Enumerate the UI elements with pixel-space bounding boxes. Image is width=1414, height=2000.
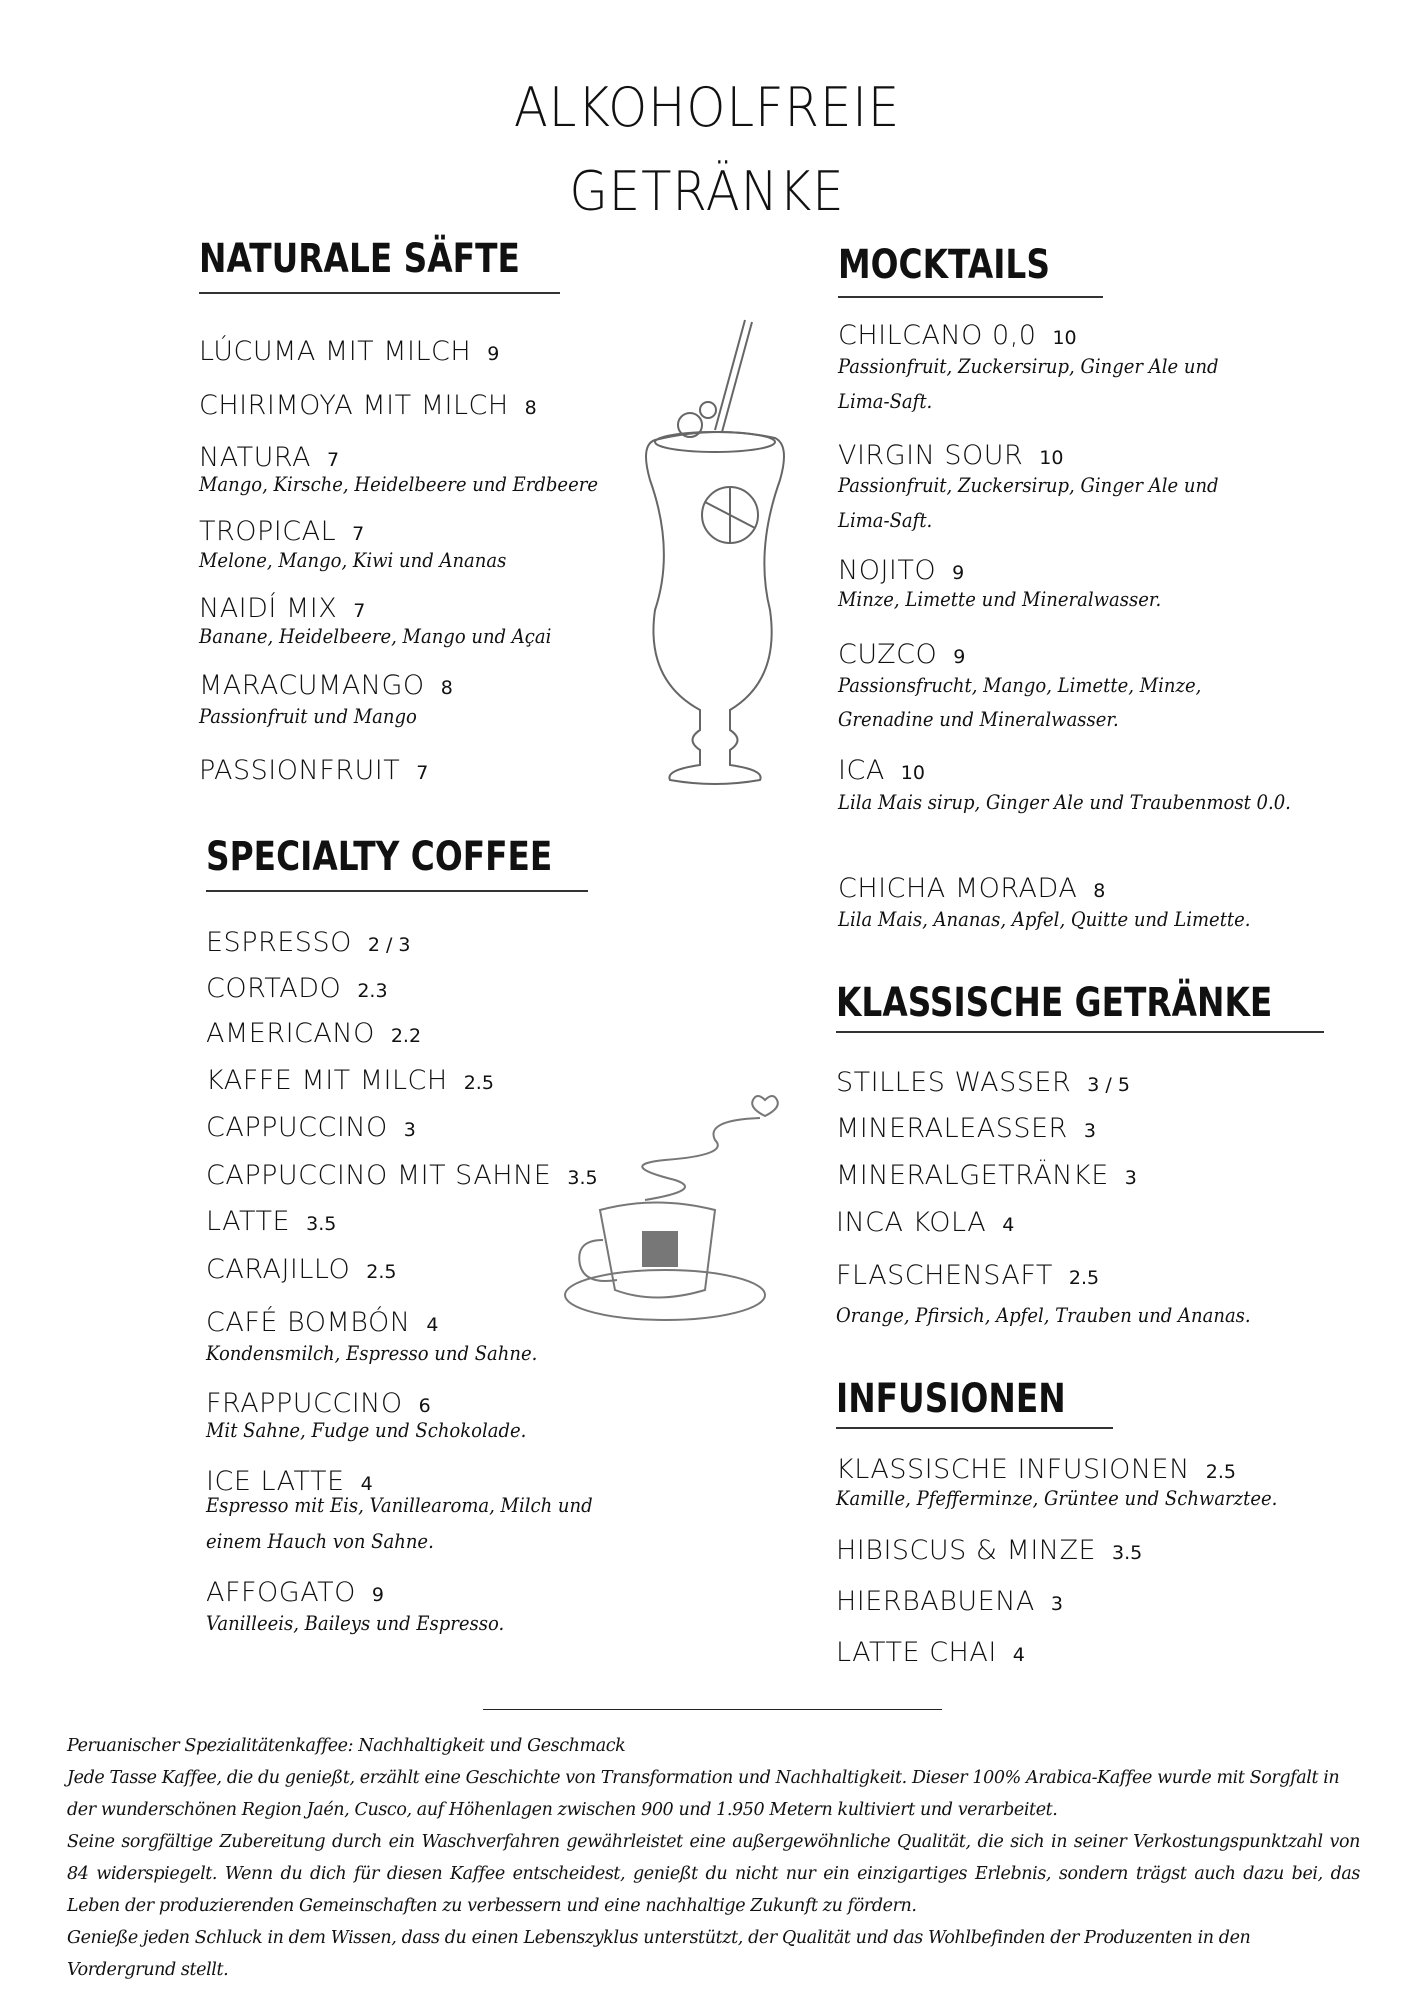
item-description: Vanilleeis, Baileys und Espresso. xyxy=(206,1611,505,1635)
section-title-coffee: SPECIALTY COFFEE xyxy=(206,834,553,880)
item-price: 4 xyxy=(1002,1214,1015,1236)
menu-item xyxy=(838,440,1063,471)
cocktail-glass-illustration xyxy=(630,310,800,790)
menu-title-line2: GETRÄNKE xyxy=(569,160,845,223)
item-name: CUZCO xyxy=(838,639,938,670)
item-price: 9 xyxy=(953,646,966,668)
footer-divider xyxy=(483,1709,942,1710)
item-price: 3 xyxy=(403,1119,416,1141)
menu-item xyxy=(836,1207,1014,1238)
item-price: 3 xyxy=(1083,1120,1096,1142)
item-price: 4 xyxy=(426,1314,439,1336)
footer-paragraph-3: Genieße jeden Schluck in dem Wissen, dass du einen Lebenszyklus unterstützt, der Qualität und das Wohlbefinden der Produzenten in den Vordergrund stellt. xyxy=(67,1928,1251,1980)
item-name: INCA KOLA xyxy=(836,1207,987,1238)
item-name: LATTE xyxy=(206,1206,291,1237)
item-price: 8 xyxy=(1093,880,1106,902)
item-name: TROPICAL xyxy=(199,516,337,547)
section-underline xyxy=(199,292,560,294)
item-price: 4 xyxy=(1012,1644,1025,1666)
item-description: Passionfruit, Zuckersirup, Ginger Ale und xyxy=(838,354,1219,378)
menu-item xyxy=(206,973,388,1004)
section-title-infusionen: INFUSIONEN xyxy=(836,1376,1066,1422)
item-description: Mango, Kirsche, Heidelbeere und Erdbeere xyxy=(199,472,599,496)
menu-item xyxy=(199,390,537,421)
item-price: 9 xyxy=(487,343,500,365)
menu-item xyxy=(199,593,365,624)
item-name: VIRGIN SOUR xyxy=(838,440,1024,471)
item-price: 2.5 xyxy=(1068,1267,1100,1289)
menu-item xyxy=(206,1018,421,1049)
item-description: Lima-Saft. xyxy=(838,389,933,413)
menu-item xyxy=(199,336,499,367)
item-name: MARACUMANGO xyxy=(199,670,425,701)
item-price: 3.5 xyxy=(567,1167,598,1189)
menu-item xyxy=(206,1577,384,1608)
item-price: 3 / 5 xyxy=(1087,1074,1130,1096)
item-description: Passionsfrucht, Mango, Limette, Minze, xyxy=(838,673,1202,697)
item-description: Melone, Mango, Kiwi und Ananas xyxy=(199,548,507,572)
menu-item xyxy=(836,1535,1142,1566)
menu-item xyxy=(836,1160,1137,1191)
item-name: MINERALGETRÄNKE xyxy=(836,1160,1109,1191)
item-price: 9 xyxy=(952,562,965,584)
footer-text xyxy=(67,1730,1360,1986)
item-name: ICE LATTE xyxy=(206,1466,345,1497)
item-description: Mit Sahne, Fudge und Schokolade. xyxy=(206,1418,527,1442)
menu-item xyxy=(838,555,964,586)
item-name: KLASSISCHE INFUSIONEN xyxy=(836,1454,1190,1485)
item-description: Grenadine und Mineralwasser. xyxy=(838,707,1119,731)
item-price: 2.5 xyxy=(463,1072,494,1094)
item-price: 6 xyxy=(418,1395,431,1417)
item-price: 7 xyxy=(416,762,429,784)
item-name: CHICHA MORADA xyxy=(838,873,1078,904)
item-description: einem Hauch von Sahne. xyxy=(206,1529,434,1553)
item-description: Espresso mit Eis, Vanillearoma, Milch und xyxy=(206,1493,593,1517)
section-title-naturale: NATURALE SÄFTE xyxy=(199,236,520,282)
footer-paragraph-1: Jede Tasse Kaffee, die du genießt, erzählt eine Geschichte von Transformation und Nachhaltigkeit. Dieser 100% Arabica-Kaffee wurde mit Sorgfalt in der wunderschönen Region Jaén, Cusco, auf Höhenlagen zwischen 900 und 1.950 Metern kultiviert und verarbeitet. xyxy=(67,1768,1340,1820)
item-price: 3.5 xyxy=(306,1213,337,1235)
item-name: ICA xyxy=(838,755,885,786)
menu-item xyxy=(199,670,453,701)
menu-item xyxy=(206,1254,396,1285)
menu-item xyxy=(206,1160,598,1191)
item-name: HIERBABUENA xyxy=(836,1586,1035,1617)
item-price: 10 xyxy=(1039,447,1064,469)
menu-item xyxy=(206,1112,416,1143)
item-name: FRAPPUCCINO xyxy=(206,1388,403,1419)
menu-item xyxy=(199,755,428,786)
item-description: Minze, Limette und Mineralwasser. xyxy=(838,587,1162,611)
item-description: Lila Mais sirup, Ginger Ale und Traubenmost 0.0. xyxy=(838,790,1291,814)
item-price: 3 xyxy=(1124,1167,1137,1189)
item-name: NATURA xyxy=(199,442,311,473)
item-name: AMERICANO xyxy=(206,1018,375,1049)
menu-item xyxy=(838,755,925,786)
footer-heading: Peruanischer Spezialitätenkaffee: Nachhaltigkeit und Geschmack xyxy=(67,1736,626,1756)
item-description: Kamille, Pfefferminze, Grüntee und Schwarztee. xyxy=(836,1486,1278,1510)
item-name: ESPRESSO xyxy=(206,927,352,958)
item-price: 2 / 3 xyxy=(367,934,411,956)
menu-item xyxy=(838,639,965,670)
item-name: CHIRIMOYA MIT MILCH xyxy=(199,390,509,421)
item-price: 3.5 xyxy=(1112,1542,1143,1564)
item-name: CAFÉ BOMBÓN xyxy=(206,1307,411,1338)
item-name: KAFFE MIT MILCH xyxy=(206,1065,448,1096)
item-description: Lima-Saft. xyxy=(838,508,933,532)
item-name: NOJITO xyxy=(838,555,937,586)
item-price: 7 xyxy=(352,523,365,545)
item-name: CAPPUCCINO xyxy=(206,1112,388,1143)
item-description: Orange, Pfirsich, Apfel, Trauben und Ananas. xyxy=(836,1303,1251,1327)
item-price: 10 xyxy=(900,762,925,784)
item-description: Kondensmilch, Espresso und Sahne. xyxy=(206,1341,538,1365)
footer-paragraph-2: Seine sorgfältige Zubereitung durch ein Waschverfahren gewährleistet eine außergewöhnliche Qualität, die sich in seiner Verkostungspunktzahl von 84 widerspiegelt. Wenn du dich für diesen Kaffee entscheidest, genießt du nicht nur ein einzigartiges Erlebnis, sondern trägst auch dazu bei, das Leben der produzierenden Gemeinschaften zu verbessern und eine nachhaltige Zukunft zu fördern. xyxy=(67,1832,1360,1916)
item-price: 4 xyxy=(360,1473,373,1495)
item-name: CARAJILLO xyxy=(206,1254,351,1285)
item-name: MINERALEASSER xyxy=(836,1113,1068,1144)
menu-item xyxy=(838,873,1105,904)
item-price: 8 xyxy=(440,677,453,699)
menu-item xyxy=(836,1637,1025,1668)
item-name: HIBISCUS & MINZE xyxy=(836,1535,1097,1566)
section-underline xyxy=(836,1031,1324,1033)
item-description: Passionfruit, Zuckersirup, Ginger Ale und xyxy=(838,473,1219,497)
menu-item xyxy=(206,1065,494,1096)
item-name: STILLES WASSER xyxy=(836,1067,1072,1098)
section-title-klassische: KLASSISCHE GETRÄNKE xyxy=(836,980,1273,1026)
item-price: 3 xyxy=(1050,1593,1063,1615)
item-name: PASSIONFRUIT xyxy=(199,755,401,786)
menu-item xyxy=(206,1388,431,1419)
menu-item xyxy=(206,1206,336,1237)
item-name: AFFOGATO xyxy=(206,1577,356,1608)
item-price: 7 xyxy=(326,449,340,471)
menu-item xyxy=(836,1067,1130,1098)
menu-item xyxy=(199,442,339,473)
section-underline xyxy=(838,296,1103,298)
coffee-cup-illustration xyxy=(555,1090,815,1330)
menu-item xyxy=(206,1307,439,1338)
menu-item xyxy=(836,1113,1096,1144)
menu-item xyxy=(836,1454,1236,1485)
item-description: Passionfruit und Mango xyxy=(199,704,417,728)
section-underline xyxy=(206,890,588,892)
item-price: 2.3 xyxy=(357,980,388,1002)
item-price: 2.5 xyxy=(366,1261,397,1283)
menu-item xyxy=(199,516,364,547)
menu-item xyxy=(836,1586,1063,1617)
item-name: CORTADO xyxy=(206,973,342,1004)
item-price: 2.5 xyxy=(1205,1461,1236,1483)
menu-item xyxy=(836,1260,1099,1291)
item-price: 10 xyxy=(1052,327,1077,349)
item-price: 2.2 xyxy=(390,1025,422,1047)
item-name: LATTE CHAI xyxy=(836,1637,997,1668)
menu-item xyxy=(206,927,411,958)
item-price: 7 xyxy=(353,600,366,622)
menu-item xyxy=(838,320,1077,351)
item-description: Lila Mais, Ananas, Apfel, Quitte und Limette. xyxy=(838,907,1251,931)
item-name: NAIDÍ MIX xyxy=(199,593,338,624)
section-underline xyxy=(836,1427,1113,1429)
menu-title-line1: ALKOHOLFREIE xyxy=(513,76,901,139)
item-name: CHILCANO 0,0 xyxy=(838,320,1037,351)
section-title-mocktails: MOCKTAILS xyxy=(838,242,1050,288)
item-price: 9 xyxy=(371,1584,384,1606)
item-description: Banane, Heidelbeere, Mango und Açai xyxy=(199,624,552,648)
item-name: CAPPUCCINO MIT SAHNE xyxy=(206,1160,552,1191)
item-name: LÚCUMA MIT MILCH xyxy=(199,336,472,367)
item-name: FLASCHENSAFT xyxy=(836,1260,1053,1291)
item-price: 8 xyxy=(524,397,537,419)
